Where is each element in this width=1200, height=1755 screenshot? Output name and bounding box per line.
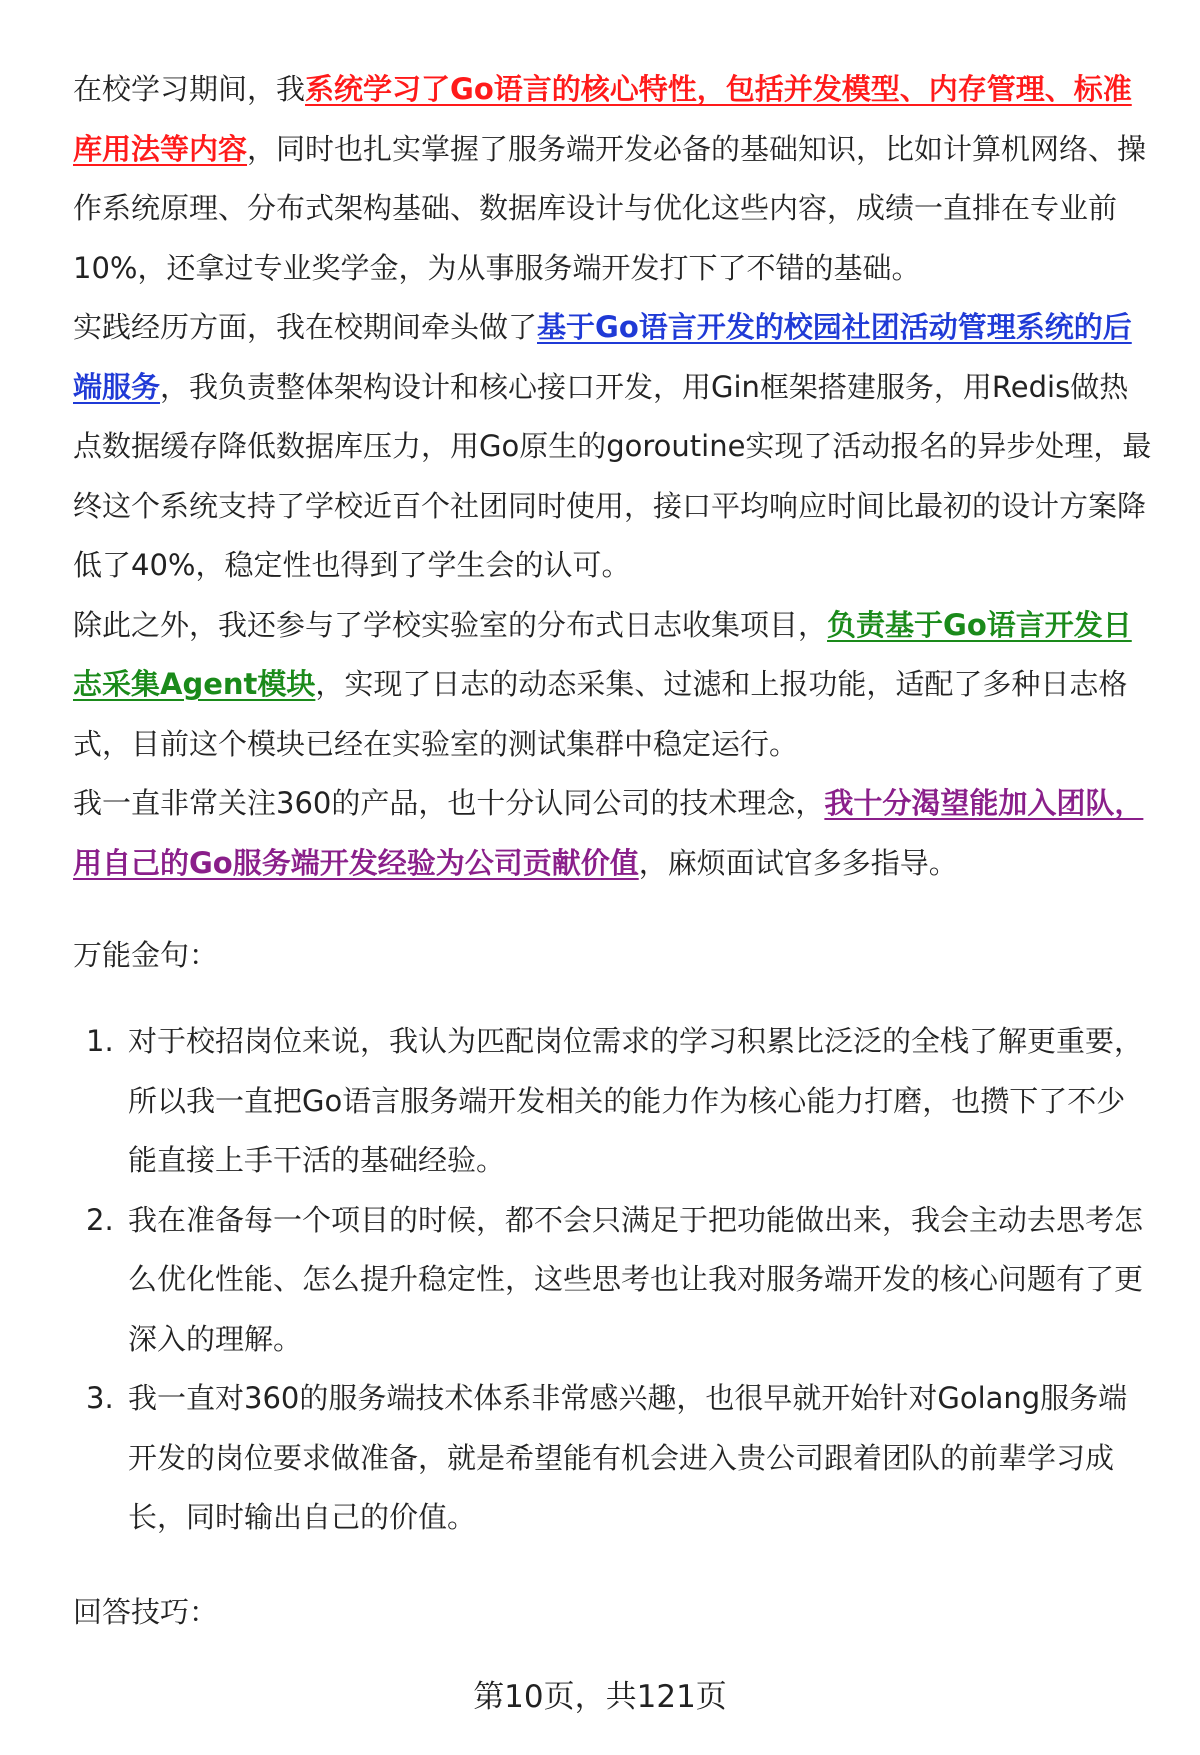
list-item — [73, 1012, 1153, 1191]
highlight-purple: 我十分渴望能加入团队，用自己的Go服务端开发经验为公司贡献价值 — [73, 786, 1144, 880]
section-heading-golden-sentences: 万能金句： — [73, 938, 219, 972]
paragraph-extra — [73, 596, 1153, 775]
highlight-blue: 基于Go语言开发的校园社团活动管理系统的后端服务 — [73, 310, 1132, 404]
paragraph-text: ，同时也扎实掌握了服务端开发必备的基础知识，比如计算机网络、操作系统原理、分布式架构基础、数据库设计与优化这些内容，成绩一直排在专业前10%，还拿过专业奖学金，为从事服务端开发打下了不错的基础。 — [73, 131, 1147, 285]
paragraph-text: ，实现了日志的动态采集、过滤和上报功能，适配了多种日志格式，目前这个模块已经在实验室的测试集群中稳定运行。 — [73, 667, 1128, 761]
paragraph-text: 实践经历方面，我在校期间牵头做了 — [73, 310, 538, 344]
list-item — [73, 1191, 1153, 1370]
golden-sentences-list — [73, 1012, 1153, 1548]
paragraph-text: 在校学习期间，我 — [73, 72, 306, 106]
list-number: 2. — [86, 1202, 114, 1237]
list-item — [73, 1369, 1153, 1548]
paragraph-text: ，麻烦面试官多多指导。 — [638, 845, 958, 880]
paragraph-text: 我一直非常关注360的产品，也十分认同公司的技术理念， — [73, 786, 825, 820]
list-number: 3. — [86, 1381, 114, 1415]
paragraph-practice — [73, 298, 1153, 596]
section-heading-answer-tips: 回答技巧： — [73, 1595, 219, 1629]
page-number-footer: 第10页，共121页 — [473, 1679, 727, 1715]
paragraph-text: 除此之外，我还参与了学校实验室的分布式日志收集项目， — [73, 607, 828, 642]
list-item-text: 我一直对360的服务端技术体系非常感兴趣，也很早就开始针对Golang服务端开发的岗位要求做准备，就是希望能有机会进入贵公司跟着团队的前辈学习成长，同时输出自己的价值。 — [128, 1381, 1128, 1534]
list-number: 1. — [86, 1024, 114, 1058]
paragraph-text: ，我负责整体架构设计和核心接口开发，用Gin框架搭建服务，用Redis做热点数据缓存降低数据库压力，用Go原生的goroutine实现了活动报名的异步处理，最终这个系统支持了学校近百个社团同时使用，接口平均响应时间比最初的设计方案降低了40%，稳定性也得到了学生会的认可。 — [73, 369, 1152, 582]
body-text — [73, 60, 1153, 893]
list-item-text: 对于校招岗位来说，我认为匹配岗位需求的学习积累比泛泛的全栈了解更重要，所以我一直把Go语言服务端开发相关的能力作为核心能力打磨，也攒下了不少能直接上手干活的基础经验。 — [128, 1024, 1144, 1177]
list-item-text: 我在准备每一个项目的时候，都不会只满足于把功能做出来，我会主动去思考怎么优化性能、怎么提升稳定性，这些思考也让我对服务端开发的核心问题有了更深入的理解。 — [128, 1202, 1144, 1356]
highlight-green: 负责基于Go语言开发日志采集Agent模块 — [73, 607, 1132, 701]
paragraph-study — [73, 60, 1153, 298]
highlight-red: 系统学习了Go语言的核心特性，包括并发模型、内存管理、标准库用法等内容 — [73, 72, 1132, 166]
paragraph-closing — [73, 774, 1153, 893]
